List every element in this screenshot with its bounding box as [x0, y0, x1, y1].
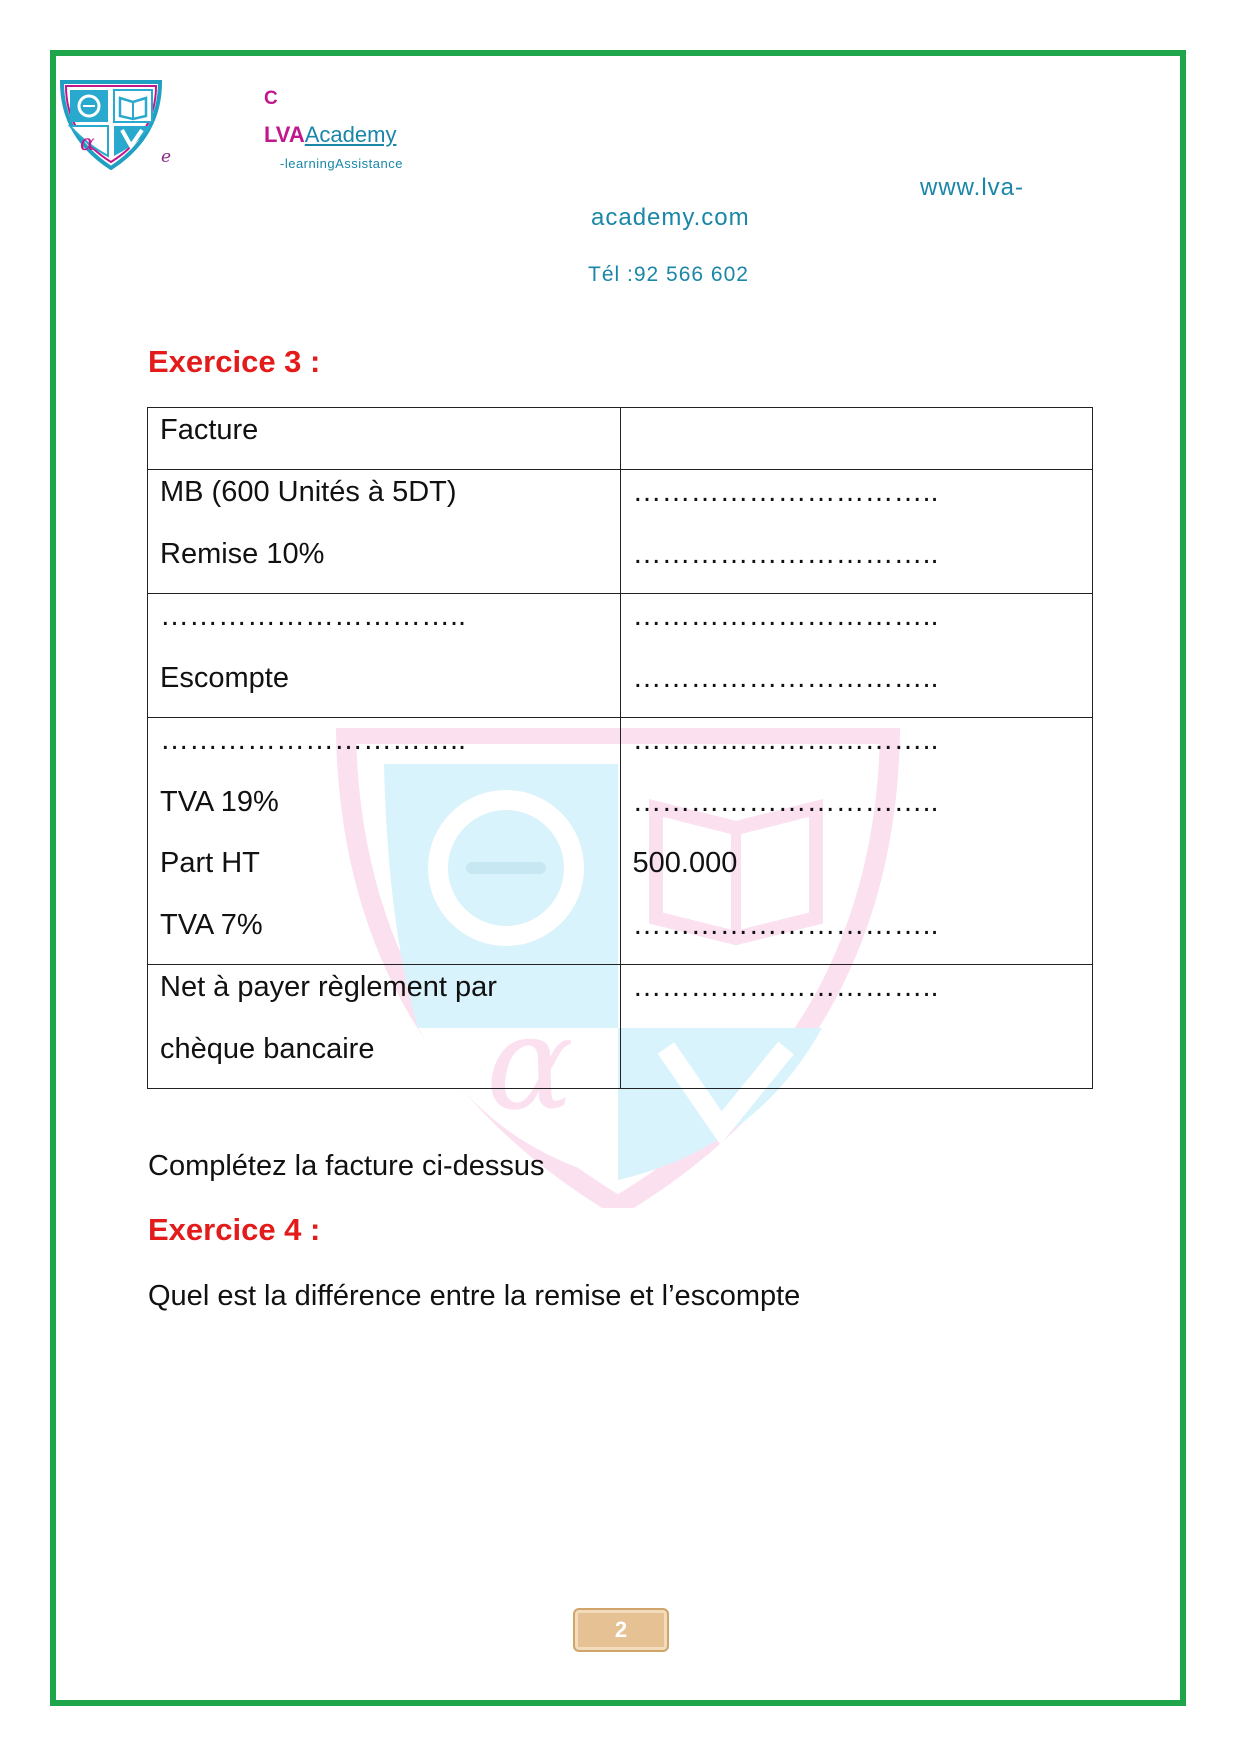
blank-field[interactable]: ………………………….. — [632, 661, 939, 694]
blank-field[interactable]: ………………………….. — [160, 600, 467, 632]
table-row — [148, 408, 1093, 470]
table-cell-value — [620, 965, 1093, 1089]
table-row — [148, 594, 1093, 718]
blank-field[interactable]: ………………………….. — [632, 476, 939, 508]
cell-text: Part HT — [160, 847, 260, 879]
cell-text: TVA 7% — [160, 908, 263, 941]
table-cell-value — [620, 594, 1093, 718]
blank-field[interactable]: ………………………….. — [632, 724, 939, 756]
cell-text: Remise 10% — [160, 537, 325, 570]
table-row — [148, 718, 1093, 965]
blank-field[interactable]: ………………………….. — [632, 600, 939, 632]
table-cell-label — [148, 965, 621, 1089]
exercise-4-heading: Exercice 4 : — [148, 1212, 321, 1247]
table-row — [148, 470, 1093, 594]
cell-text: 500.000 — [632, 847, 738, 879]
cell-text: chèque bancaire — [160, 1032, 375, 1065]
website-line-2: academy.com — [591, 204, 750, 231]
cell-text: Net à payer règlement par — [160, 971, 497, 1003]
table-row — [148, 965, 1093, 1089]
blank-field[interactable]: ………………………….. — [632, 908, 939, 941]
table-cell-value — [620, 408, 1093, 470]
exercise-3-heading: Exercice 3 : — [148, 344, 321, 379]
blank-field[interactable]: ………………………….. — [632, 785, 939, 818]
table-cell-value — [620, 470, 1093, 594]
exercise-4-question: Quel est la différence entre la remise et l’escompte — [148, 1280, 801, 1312]
cell-text — [633, 408, 1081, 469]
cell-text: Facture — [160, 414, 259, 446]
blank-field[interactable]: ………………………….. — [632, 537, 939, 570]
brand-lva: LVA — [264, 122, 305, 147]
blank-field[interactable]: ………………………….. — [632, 971, 939, 1003]
telephone: Tél :92 566 602 — [588, 263, 749, 286]
table-cell-label — [148, 470, 621, 594]
table-cell-label — [148, 718, 621, 965]
invoice-table — [147, 407, 1093, 1089]
brand-letter: C — [264, 88, 278, 109]
exercise-3-instruction: Complétez la facture ci-dessus — [148, 1150, 545, 1182]
website-line-1: www.lva- — [920, 174, 1025, 201]
cell-text — [633, 1027, 1081, 1089]
brand-academy-link[interactable]: Academy — [304, 122, 397, 147]
table-cell-label — [148, 594, 621, 718]
lva-academy-logo-icon — [58, 78, 168, 170]
cell-text: Escompte — [160, 661, 289, 694]
blank-field[interactable]: ………………………….. — [160, 724, 467, 756]
svg-text:α: α — [80, 131, 95, 156]
cell-text: MB (600 Unités à 5DT) — [160, 476, 457, 508]
page-number-badge: 2 — [573, 1608, 669, 1652]
cell-text: TVA 19% — [160, 785, 279, 818]
table-cell-value — [620, 718, 1093, 965]
brand-tagline: -learningAssistance — [280, 156, 403, 171]
svg-text:α: α — [486, 987, 574, 1139]
logo-e: e — [161, 147, 172, 167]
brand-name — [264, 122, 396, 148]
table-cell-label — [148, 408, 621, 470]
